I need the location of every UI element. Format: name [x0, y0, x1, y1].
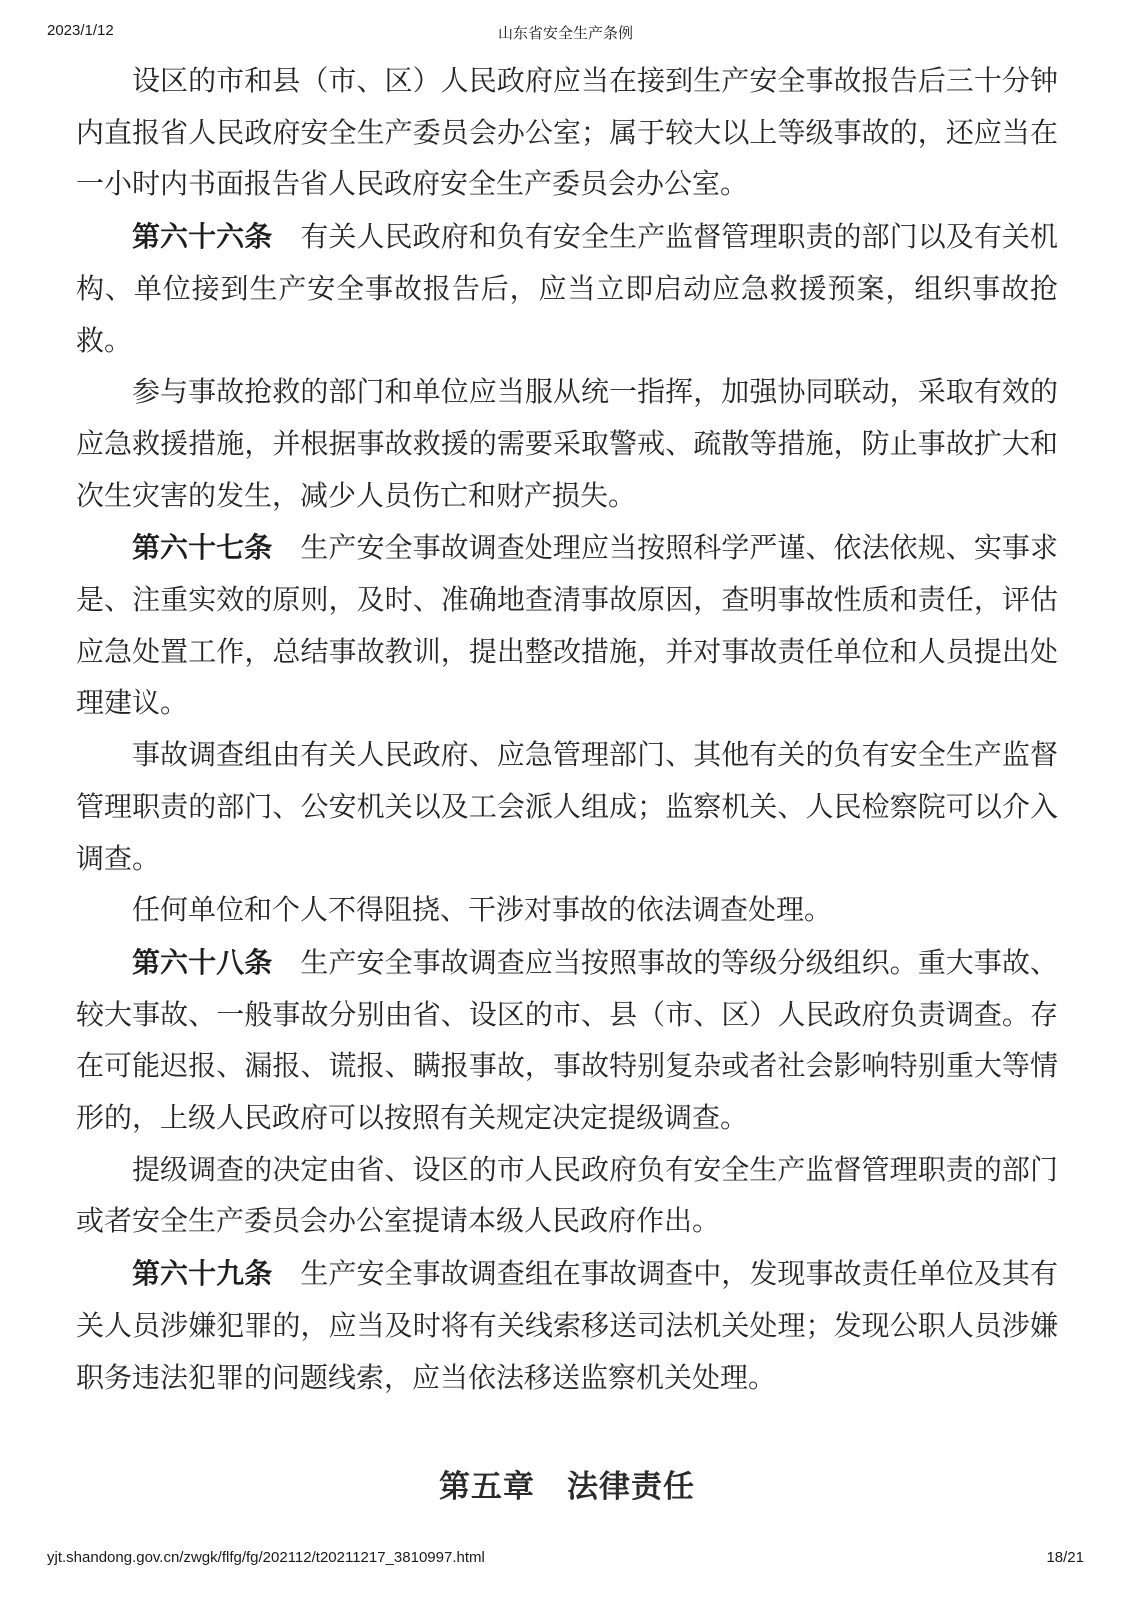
- print-header: [47, 22, 1084, 44]
- article-number: 第六十七条: [132, 532, 273, 564]
- paragraph: 第六十九条 生产安全事故调查组在事故调查中，发现事故责任单位及其有关人员涉嫌犯罪的，应当及时将有关线索移送司法机关处理；发现公职人员涉嫌职务违法犯罪的问题线索，应当依法移送监察机关处理。: [76, 1258, 1058, 1394]
- footer-page-number: 18/21: [1046, 1549, 1084, 1566]
- paragraph: 参与事故抢救的部门和单位应当服从统一指挥，加强协同联动，采取有效的应急救援措施，并根据事故救援的需要采取警戒、疏散等措施，防止事故扩大和次生灾害的发生，减少人员伤亡和财产损失。: [76, 377, 1058, 512]
- paragraph: 第六十七条 生产安全事故调查处理应当按照科学严谨、依法依规、实事求是、注重实效的原则，及时、准确地查清事故原因，查明事故性质和责任，评估应急处置工作，总结事故教训，提出整改措施，并对事故责任单位和人员提出处理建议。: [76, 532, 1058, 720]
- paragraph: 设区的市和县（市、区）人民政府应当在接到生产安全事故报告后三十分钟内直报省人民政府安全生产委员会办公室；属于较大以上等级事故的，还应当在一小时内书面报告省人民政府安全生产委员会办公室。: [76, 66, 1058, 201]
- article-number: 第六十九条: [132, 1258, 273, 1290]
- paragraph: 任何单位和个人不得阻挠、干涉对事故的依法调查处理。: [132, 895, 833, 927]
- paragraph-list: [76, 56, 1058, 1404]
- chapter-heading: 第五章 法律责任: [439, 1469, 695, 1505]
- footer-source-url: yjt.shandong.gov.cn/zwgk/flfg/fg/202112/t20211217_3810997.html: [47, 1549, 485, 1566]
- document-content: [76, 56, 1058, 1510]
- article-number: 第六十六条: [132, 221, 273, 253]
- header-date: 2023/1/12: [47, 22, 114, 39]
- article-number: 第六十八条: [132, 946, 273, 978]
- paragraph: 第六十八条 生产安全事故调查应当按照事故的等级分级组织。重大事故、较大事故、一般事故分别由省、设区的市、县（市、区）人民政府负责调查。存在可能迟报、漏报、谎报、瞒报事故，事故特别复杂或者社会影响特别重大等情形的，上级人民政府可以按照有关规定决定提级调查。: [76, 946, 1058, 1135]
- paragraph: 提级调查的决定由省、设区的市人民政府负有安全生产监督管理职责的部门或者安全生产委员会办公室提请本级人民政府作出。: [76, 1154, 1058, 1238]
- paragraph: 第六十六条 有关人民政府和负有安全生产监督管理职责的部门以及有关机构、单位接到生产安全事故报告后，应当立即启动应急救援预案，组织事故抢救。: [76, 221, 1058, 357]
- header-doc-title: 山东省安全生产条例: [497, 25, 633, 42]
- paragraph: 事故调查组由有关人民政府、应急管理部门、其他有关的负有安全生产监督管理职责的部门、公安机关以及工会派人组成；监察机关、人民检察院可以介入调查。: [76, 740, 1058, 875]
- print-footer: [47, 1549, 1084, 1571]
